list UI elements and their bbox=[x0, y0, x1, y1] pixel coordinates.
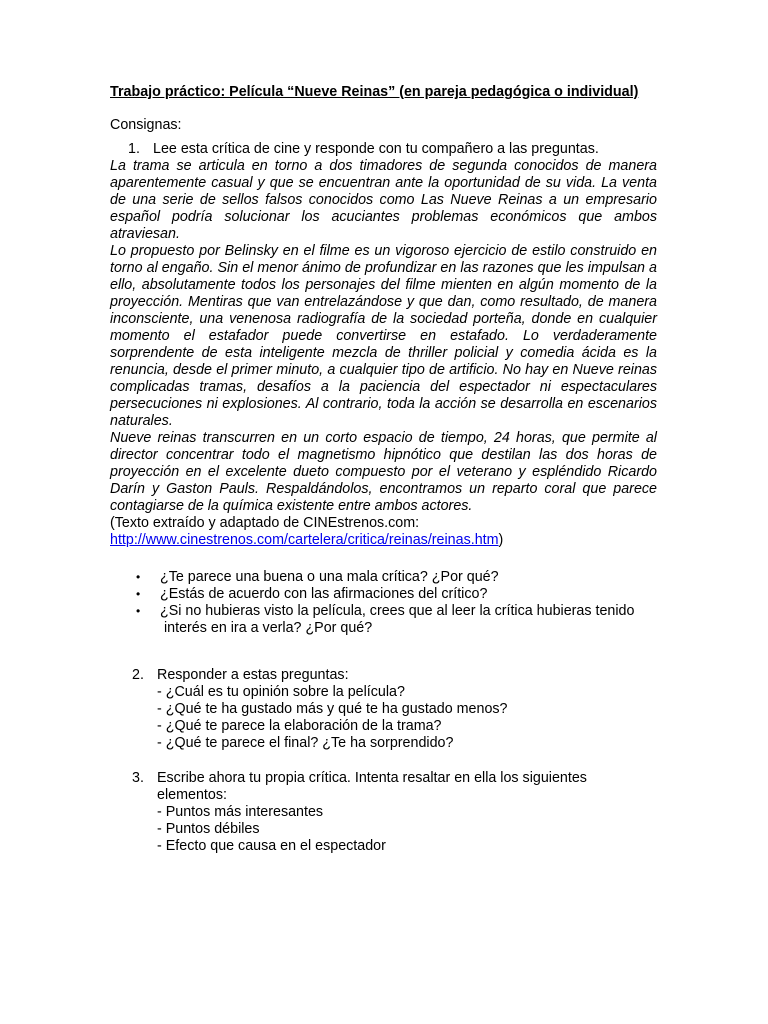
critique-paragraph-1: La trama se articula en torno a dos timadores de segunda conocidos de manera aparentemente casual y que se encuentran ante la oportunidad de su vida. La venta de una serie de sellos falsos conocidos como Las Nueve Reinas a un empresario español podría solucionar los acuciantes problemas económicos que ambos atraviesan. bbox=[110, 157, 657, 242]
source-link[interactable]: http://www.cinestrenos.com/cartelera/critica/reinas/reinas.htm bbox=[110, 531, 499, 548]
critique-paragraph-3: Nueve reinas transcurren en un corto espacio de tiempo, 24 horas, que permite al director concentrar todo el magnetismo hipnótico que destilan las dos horas de proyección en el excelente dueto compuesto por el veterano y espléndido Ricardo Darín y Gaston Pauls. Respaldándolos, encontramos un reparto coral que parece contagiarse de la química existente entre ambos actores. bbox=[110, 429, 657, 514]
instruction-3-number: 3. bbox=[132, 769, 144, 786]
instruction-1 bbox=[110, 141, 657, 158]
instruction-1-text: Lee esta crítica de cine y responde con tu compañero a las preguntas. bbox=[153, 140, 599, 157]
list-item bbox=[136, 602, 657, 637]
instruction-2-text: Responder a estas preguntas: bbox=[157, 666, 349, 683]
instruction-2-number: 2. bbox=[132, 666, 144, 683]
instruction-3-element-1: - Puntos más interesantes bbox=[157, 803, 324, 820]
document-title: Trabajo práctico: Película “Nueve Reinas” (en pareja pedagógica o individual) bbox=[110, 84, 639, 100]
instruction-2-question-3: - ¿Qué te parece la elaboración de la trama? bbox=[157, 717, 442, 734]
source-citation bbox=[110, 515, 657, 549]
instruction-3-element-2: - Puntos débiles bbox=[157, 820, 260, 837]
instruction-2-question-1: - ¿Cuál es tu opinión sobre la película? bbox=[157, 683, 405, 700]
bullet-question-1: ¿Te parece una buena o una mala crítica? ¿Por qué? bbox=[160, 568, 499, 585]
document-content bbox=[110, 84, 657, 873]
instruction-3-element-3: - Efecto que causa en el espectador bbox=[157, 837, 386, 854]
instruction-2-question-4: - ¿Qué te parece el final? ¿Te ha sorprendido? bbox=[157, 734, 454, 751]
bullet-icon: • bbox=[136, 603, 141, 618]
consignas-label: Consignas: bbox=[110, 116, 182, 133]
source-suffix: ) bbox=[498, 531, 504, 548]
source-prefix: (Texto extraído y adaptado de CINEstrenos.com: bbox=[110, 514, 420, 531]
bullet-icon: • bbox=[136, 569, 141, 584]
bullet-question-3: ¿Si no hubieras visto la película, crees que al leer la crítica hubieras tenido bbox=[160, 602, 635, 619]
film-critique bbox=[110, 158, 657, 515]
list-item bbox=[136, 585, 657, 603]
question-bullet-list bbox=[110, 569, 657, 637]
bullet-icon: • bbox=[136, 586, 141, 601]
bullet-question-2: ¿Estás de acuerdo con las afirmaciones del crítico? bbox=[160, 585, 488, 602]
bullet-question-3-continuation: interés en ira a verla? ¿Por qué? bbox=[164, 619, 373, 636]
instruction-2-question-2: - ¿Qué te ha gustado más y qué te ha gustado menos? bbox=[157, 700, 508, 717]
numbered-instructions bbox=[110, 667, 657, 855]
instruction-3-text: Escribe ahora tu propia crítica. Intenta resaltar en ella los siguientes elementos: bbox=[157, 769, 587, 803]
instruction-3 bbox=[110, 770, 657, 855]
instruction-1-number: 1. bbox=[128, 140, 140, 157]
instruction-2 bbox=[110, 667, 657, 752]
list-item bbox=[136, 568, 657, 586]
critique-paragraph-2: Lo propuesto por Belinsky en el filme es un vigoroso ejercicio de estilo construido en torno al engaño. Sin el menor ánimo de profundizar en las razones que les impulsan a ello, absolutamente todos los personajes del filme mienten en algún momento de la proyección. Mentiras que van entrelazándose y que dan, como resultado, de manera inconsciente, una venenosa radiografía de la sociedad porteña, donde en cualquier momento el estafador puede convertirse en estafado. Lo verdaderamente sorprendente de esta inteligente mezcla de thriller policial y comedia ácida es la renuncia, desde el primer minuto, a cualquier tipo de artificio. No hay en Nueve reinas complicadas tramas, desafíos a la paciencia del espectador ni espectaculares persecuciones ni explosiones. Al contrario, toda la acción se desarrolla en escenarios naturales. bbox=[110, 242, 657, 429]
